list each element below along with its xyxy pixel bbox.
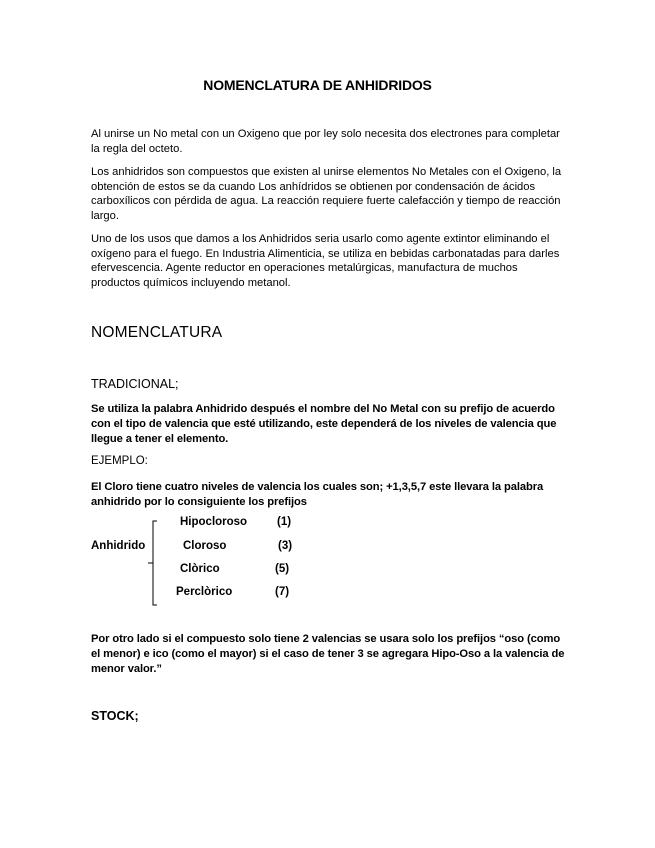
example-text: El Cloro tiene cuatro niveles de valencia los cuales son; +1,3,5,7 este llevara la palabra anhidrido por lo consiguiente los prefijos [91,481,544,508]
compound-name: Perclòrico [176,586,233,598]
tradicional-description: Se utiliza la palabra Anhidrido después el nombre del No Metal con su prefijo de acuerdo con el tipo de valencia que esté utilizando, este dependerá de los niveles de valencia que llegue a tener el elemento. [91,403,557,445]
intro-paragraph: Al unirse un No metal con un Oxigeno que por ley solo necesita dos electrones para completar la regla del octeto. [91,128,560,155]
definition-paragraph: Los anhidridos son compuestos que existen al unirse elementos No Metales con el Oxigeno, la obtención de estos se da cuando Los anhídridos se obtienen por condensación de ácidos carboxílicos con pérdida de agua. La reacción requiere fuerte calefacción y tiempo de reacción largo. [91,166,562,222]
compound-valence: (1) [277,516,292,528]
compound-valence: (7) [275,586,290,598]
document-title: NOMENCLATURA DE ANHIDRIDOS [203,77,432,93]
compound-name: Cloroso [183,540,227,552]
compound-name: Hipocloroso [180,516,248,528]
example-label: EJEMPLO: [91,455,148,467]
compound-name: Clòrico [180,563,220,575]
compound-valence: (3) [278,540,293,552]
section-heading-nomenclatura: NOMENCLATURA [91,324,223,341]
subheading-tradicional: TRADICIONAL; [91,377,179,391]
valence-note: Por otro lado si el compuesto solo tiene 2 valencias se usara solo los prefijos “oso (como el menor) e ico (como el mayor) si el caso de tener 3 se agregara Hipo-Oso a la valencia de menor valor.” [91,633,565,675]
subheading-stock: STOCK; [91,709,139,723]
left-brace-icon [145,520,161,606]
compound-valence: (5) [275,563,290,575]
uses-paragraph: Uno de los usos que damos a los Anhidridos seria usarlo como agente extintor eliminando el oxígeno para el fuego. En Industria Alimenticia, se utiliza en bebidas carbonatadas para darles efervescencia. Agente reductor en operaciones metalúrgicas, manufactura de muchos productos químicos incluyendo metanol. [91,233,560,289]
example-prefix-label: Anhidrido [91,540,146,552]
